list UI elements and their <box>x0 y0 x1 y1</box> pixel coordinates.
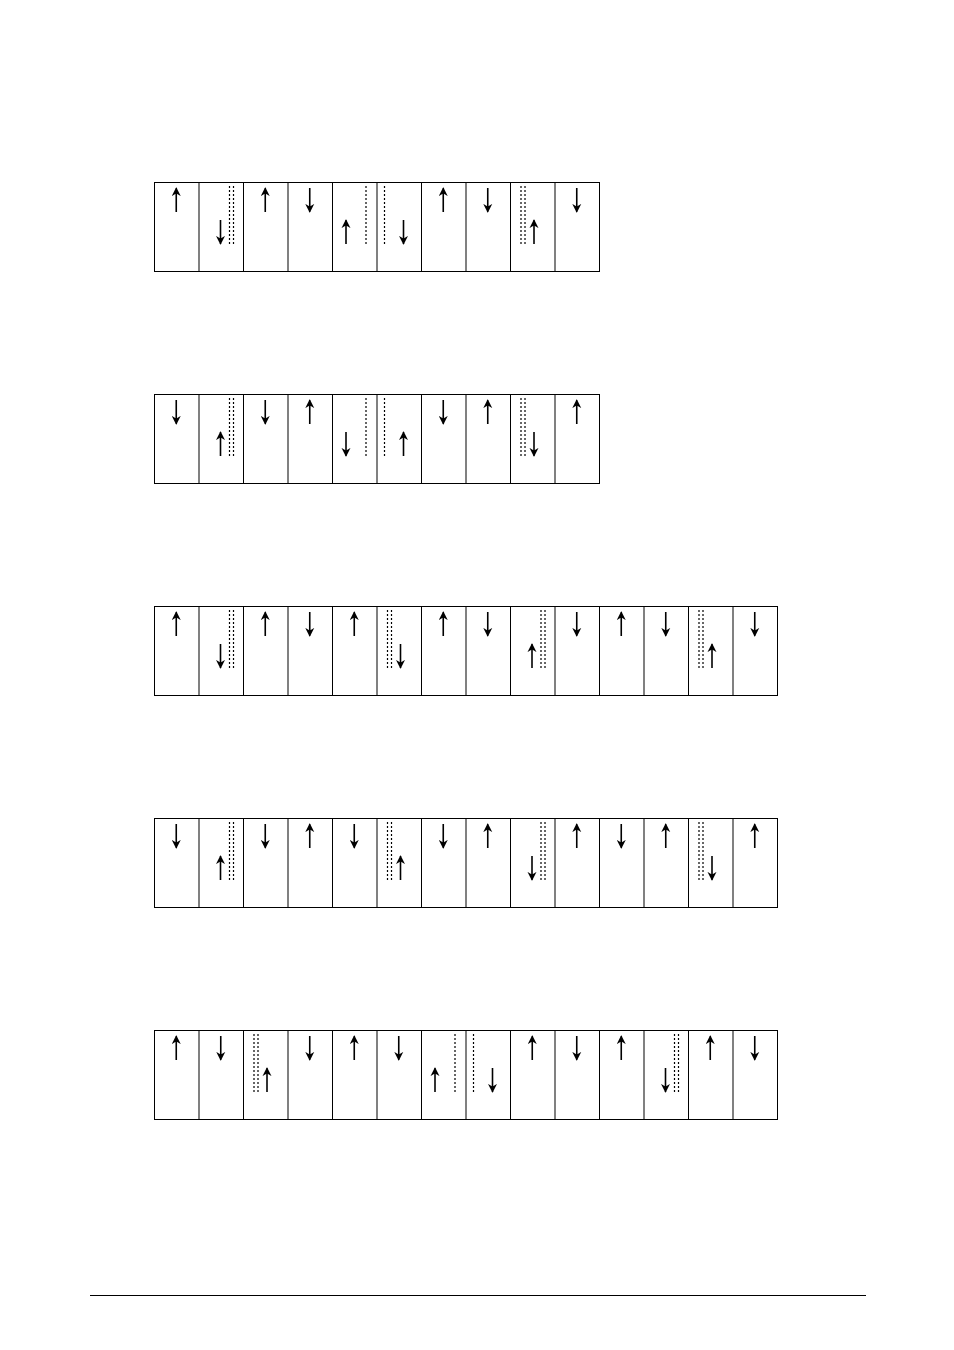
cell <box>333 394 367 483</box>
cell <box>555 818 577 907</box>
cell <box>466 182 488 271</box>
cell <box>333 1030 355 1119</box>
cell <box>244 1030 268 1119</box>
strips-layer <box>155 182 778 1120</box>
cell <box>733 606 755 695</box>
cell <box>422 182 444 271</box>
cell <box>333 606 355 695</box>
cell <box>377 394 404 483</box>
cell <box>555 182 577 271</box>
cell <box>555 606 577 695</box>
cell <box>288 606 310 695</box>
cell <box>511 818 546 907</box>
cell <box>466 1030 493 1119</box>
cell <box>422 818 444 907</box>
cell <box>199 606 234 695</box>
cell <box>689 818 713 907</box>
cell <box>511 182 535 271</box>
cell <box>600 818 622 907</box>
cell <box>288 1030 310 1119</box>
cell <box>377 1030 399 1119</box>
cell <box>733 1030 755 1119</box>
cell <box>511 606 546 695</box>
cell <box>511 1030 533 1119</box>
strip-2 <box>155 394 600 484</box>
cell <box>244 394 266 483</box>
cell <box>466 606 488 695</box>
cell <box>199 1030 221 1119</box>
cell <box>244 818 266 907</box>
cell <box>333 182 367 271</box>
cell <box>377 818 401 907</box>
cell <box>377 182 404 271</box>
strip-3 <box>155 606 778 696</box>
cell <box>422 1030 456 1119</box>
cell <box>644 606 666 695</box>
cell <box>555 394 577 483</box>
strip-4 <box>155 818 778 908</box>
strip-1 <box>155 182 600 272</box>
cell <box>199 394 234 483</box>
cell <box>333 818 355 907</box>
cell <box>733 818 755 907</box>
cell <box>199 818 234 907</box>
cell <box>288 394 310 483</box>
cell <box>466 394 488 483</box>
cell <box>689 1030 711 1119</box>
cell <box>288 182 310 271</box>
cell <box>689 606 713 695</box>
cell <box>288 818 310 907</box>
cell <box>600 606 622 695</box>
cell <box>466 818 488 907</box>
cell <box>377 606 401 695</box>
strip-5 <box>155 1030 778 1120</box>
cell <box>244 182 266 271</box>
cell <box>555 1030 577 1119</box>
cell <box>244 606 266 695</box>
footer-rule <box>90 1295 866 1296</box>
cell <box>422 606 444 695</box>
cell <box>600 1030 622 1119</box>
cell <box>511 394 535 483</box>
cell <box>199 182 234 271</box>
cell <box>644 1030 679 1119</box>
cell <box>644 818 666 907</box>
cell <box>422 394 444 483</box>
